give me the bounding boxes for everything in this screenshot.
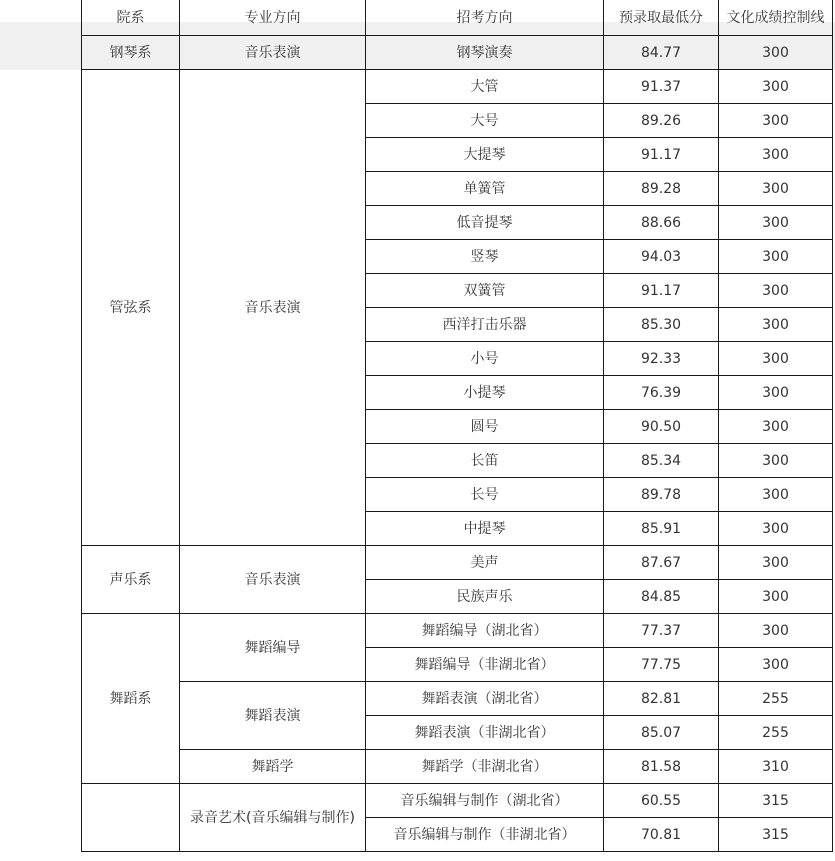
culture-cutoff-cell: 300	[719, 104, 833, 138]
min-score-cell: 90.50	[604, 410, 719, 444]
min-score-cell: 85.34	[604, 444, 719, 478]
direction-cell: 大提琴	[366, 138, 604, 172]
min-score-cell: 91.37	[604, 70, 719, 104]
min-score-cell: 94.03	[604, 240, 719, 274]
direction-cell: 钢琴演奏	[366, 36, 604, 70]
culture-cutoff-cell: 300	[719, 444, 833, 478]
culture-cutoff-cell: 315	[719, 784, 833, 818]
culture-cutoff-cell: 300	[719, 478, 833, 512]
table-row	[82, 614, 833, 648]
department-cell: 管弦系	[82, 70, 180, 546]
direction-cell: 舞蹈编导（湖北省）	[366, 614, 604, 648]
direction-cell: 大号	[366, 104, 604, 138]
direction-cell: 小提琴	[366, 376, 604, 410]
culture-cutoff-cell: 300	[719, 138, 833, 172]
table-row	[82, 682, 833, 716]
department-cell	[82, 784, 180, 852]
major-cell: 音乐表演	[180, 546, 366, 614]
min-score-cell: 91.17	[604, 274, 719, 308]
culture-cutoff-cell: 255	[719, 682, 833, 716]
culture-cutoff-cell: 310	[719, 750, 833, 784]
min-score-cell: 85.07	[604, 716, 719, 750]
direction-cell: 竖琴	[366, 240, 604, 274]
culture-cutoff-cell: 300	[719, 410, 833, 444]
direction-cell: 民族声乐	[366, 580, 604, 614]
min-score-cell: 89.26	[604, 104, 719, 138]
min-score-cell: 82.81	[604, 682, 719, 716]
table-row	[82, 36, 833, 70]
culture-cutoff-cell: 300	[719, 274, 833, 308]
major-cell: 舞蹈表演	[180, 682, 366, 750]
header-major: 专业方向	[180, 0, 366, 36]
header-min-score: 预录取最低分	[604, 0, 719, 36]
min-score-cell: 77.75	[604, 648, 719, 682]
direction-cell: 舞蹈编导（非湖北省）	[366, 648, 604, 682]
culture-cutoff-cell: 255	[719, 716, 833, 750]
culture-cutoff-cell: 300	[719, 240, 833, 274]
culture-cutoff-cell: 300	[719, 648, 833, 682]
min-score-cell: 60.55	[604, 784, 719, 818]
min-score-cell: 70.81	[604, 818, 719, 852]
culture-cutoff-cell: 300	[719, 614, 833, 648]
min-score-cell: 92.33	[604, 342, 719, 376]
table-row	[82, 70, 833, 104]
direction-cell: 长笛	[366, 444, 604, 478]
min-score-cell: 91.17	[604, 138, 719, 172]
culture-cutoff-cell: 300	[719, 36, 833, 70]
table-header	[82, 0, 833, 36]
min-score-cell: 76.39	[604, 376, 719, 410]
header-direction: 招考方向	[366, 0, 604, 36]
min-score-cell: 85.91	[604, 512, 719, 546]
header-row	[82, 0, 833, 36]
table-row	[82, 546, 833, 580]
department-cell: 声乐系	[82, 546, 180, 614]
table-row	[82, 784, 833, 818]
major-cell: 音乐表演	[180, 70, 366, 546]
culture-cutoff-cell: 315	[719, 818, 833, 852]
direction-cell: 舞蹈表演（湖北省）	[366, 682, 604, 716]
direction-cell: 舞蹈学（非湖北省）	[366, 750, 604, 784]
header-culture-cutoff: 文化成绩控制线	[719, 0, 833, 36]
direction-cell: 圆号	[366, 410, 604, 444]
culture-cutoff-cell: 300	[719, 580, 833, 614]
min-score-cell: 81.58	[604, 750, 719, 784]
department-cell: 钢琴系	[82, 36, 180, 70]
min-score-cell: 77.37	[604, 614, 719, 648]
direction-cell: 音乐编辑与制作（非湖北省）	[366, 818, 604, 852]
min-score-cell: 89.28	[604, 172, 719, 206]
min-score-cell: 84.77	[604, 36, 719, 70]
major-cell: 舞蹈学	[180, 750, 366, 784]
department-cell: 舞蹈系	[82, 614, 180, 784]
direction-cell: 小号	[366, 342, 604, 376]
min-score-cell: 85.30	[604, 308, 719, 342]
direction-cell: 双簧管	[366, 274, 604, 308]
culture-cutoff-cell: 300	[719, 308, 833, 342]
admission-score-table-container	[81, 0, 833, 852]
direction-cell: 中提琴	[366, 512, 604, 546]
direction-cell: 舞蹈表演（非湖北省）	[366, 716, 604, 750]
direction-cell: 美声	[366, 546, 604, 580]
direction-cell: 长号	[366, 478, 604, 512]
min-score-cell: 89.78	[604, 478, 719, 512]
direction-cell: 音乐编辑与制作（湖北省）	[366, 784, 604, 818]
min-score-cell: 87.67	[604, 546, 719, 580]
direction-cell: 单簧管	[366, 172, 604, 206]
major-cell: 音乐表演	[180, 36, 366, 70]
culture-cutoff-cell: 300	[719, 512, 833, 546]
table-row	[82, 750, 833, 784]
culture-cutoff-cell: 300	[719, 206, 833, 240]
min-score-cell: 88.66	[604, 206, 719, 240]
min-score-cell: 84.85	[604, 580, 719, 614]
direction-cell: 大管	[366, 70, 604, 104]
major-cell: 录音艺术(音乐编辑与制作)	[180, 784, 366, 852]
header-department: 院系	[82, 0, 180, 36]
culture-cutoff-cell: 300	[719, 342, 833, 376]
table-body	[82, 36, 833, 852]
major-cell: 舞蹈编导	[180, 614, 366, 682]
direction-cell: 西洋打击乐器	[366, 308, 604, 342]
culture-cutoff-cell: 300	[719, 70, 833, 104]
direction-cell: 低音提琴	[366, 206, 604, 240]
culture-cutoff-cell: 300	[719, 376, 833, 410]
culture-cutoff-cell: 300	[719, 546, 833, 580]
culture-cutoff-cell: 300	[719, 172, 833, 206]
admission-score-table	[81, 0, 833, 852]
